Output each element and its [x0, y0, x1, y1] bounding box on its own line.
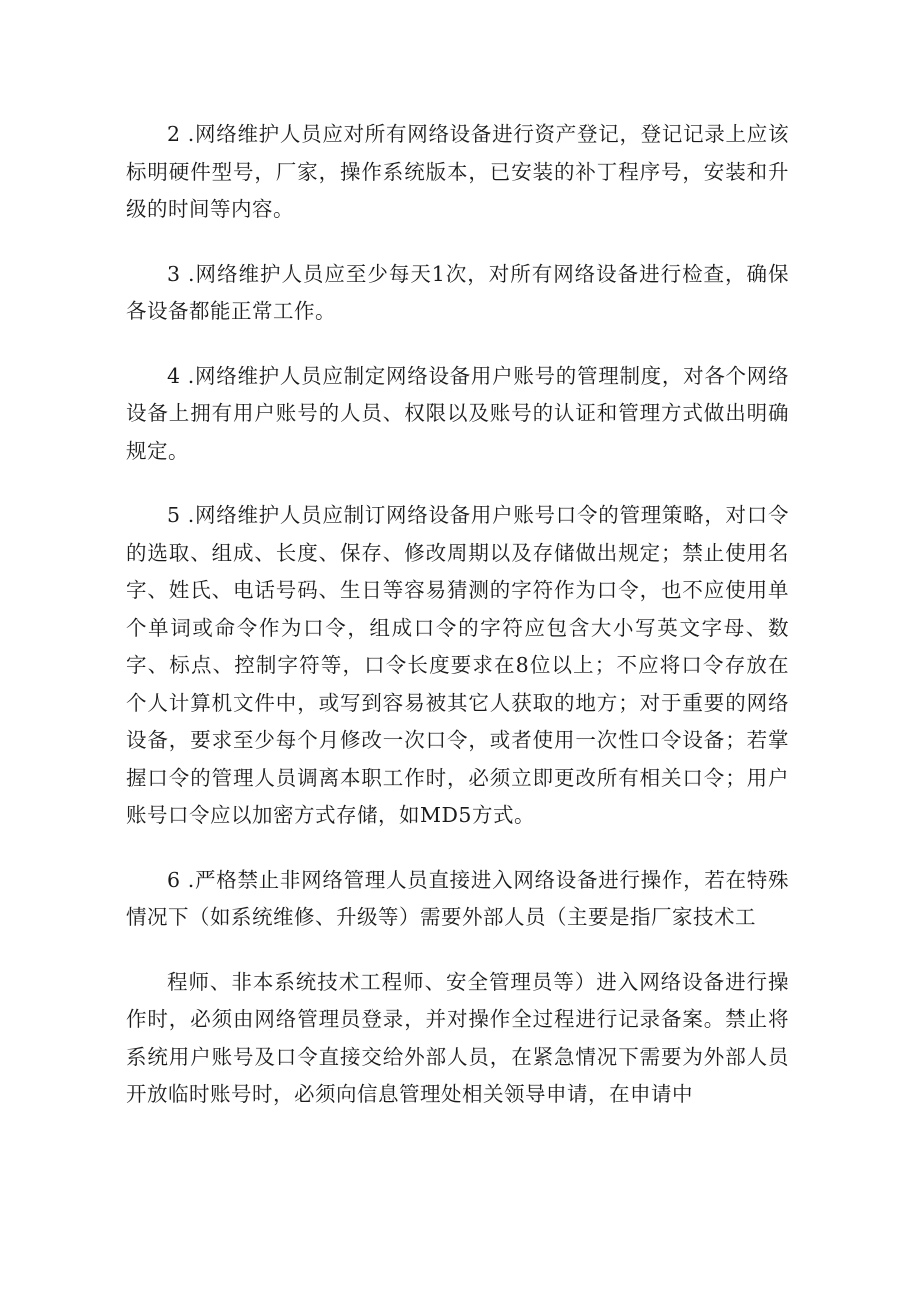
paragraph-item-3: 3 .网络维护人员应至少每天1次，对所有网络设备进行检查，确保各设备都能正常工作。 — [126, 261, 789, 323]
paragraph-item-2: 2 .网络维护人员应对所有网络设备进行资产登记，登记记录上应该标明硬件型号，厂家，操作系统版本，已安装的补丁程序号，安装和升级的时间等内容。 — [126, 122, 789, 221]
paragraph-item-6: 6 .严格禁止非网络管理人员直接进入网络设备进行操作，若在特殊情况下（如系统维修、升级等）需要外部人员（主要是指厂家技术工 — [126, 867, 789, 929]
document-body — [126, 116, 789, 1114]
paragraph-item-5: 5 .网络维护人员应制订网络设备用户账号口令的管理策略，对口令的选取、组成、长度、保存、修改周期以及存储做出规定；禁止使用名字、姓氏、电话号码、生日等容易猜测的字符作为口令，也不应使用单个单词或命令作为口令，组成口令的字符应包含大小写英文字母、数字、标点、控制字符等，口令长度要求在8位以上；不应将口令存放在个人计算机文件中，或写到容易被其它人获取的地方；对于重要的网络设备，要求至少每个月修改一次口令，或者使用一次性口令设备；若掌握口令的管理人员调离本职工作时，必须立即更改所有相关口令；用户账号口令应以加密方式存储，如MD5方式。 — [126, 503, 789, 827]
paragraph-continuation: 程师、非本系统技术工程师、安全管理员等）进入网络设备进行操作时，必须由网络管理员登录，并对操作全过程进行记录备案。禁止将系统用户账号及口令直接交给外部人员，在紧急情况下需要为外部人员开放临时账号时，必须向信息管理处相关领导申请，在申请中 — [126, 969, 789, 1106]
paragraph-item-4: 4 .网络维护人员应制定网络设备用户账号的管理制度，对各个网络设备上拥有用户账号的人员、权限以及账号的认证和管理方式做出明确规定。 — [126, 363, 789, 463]
